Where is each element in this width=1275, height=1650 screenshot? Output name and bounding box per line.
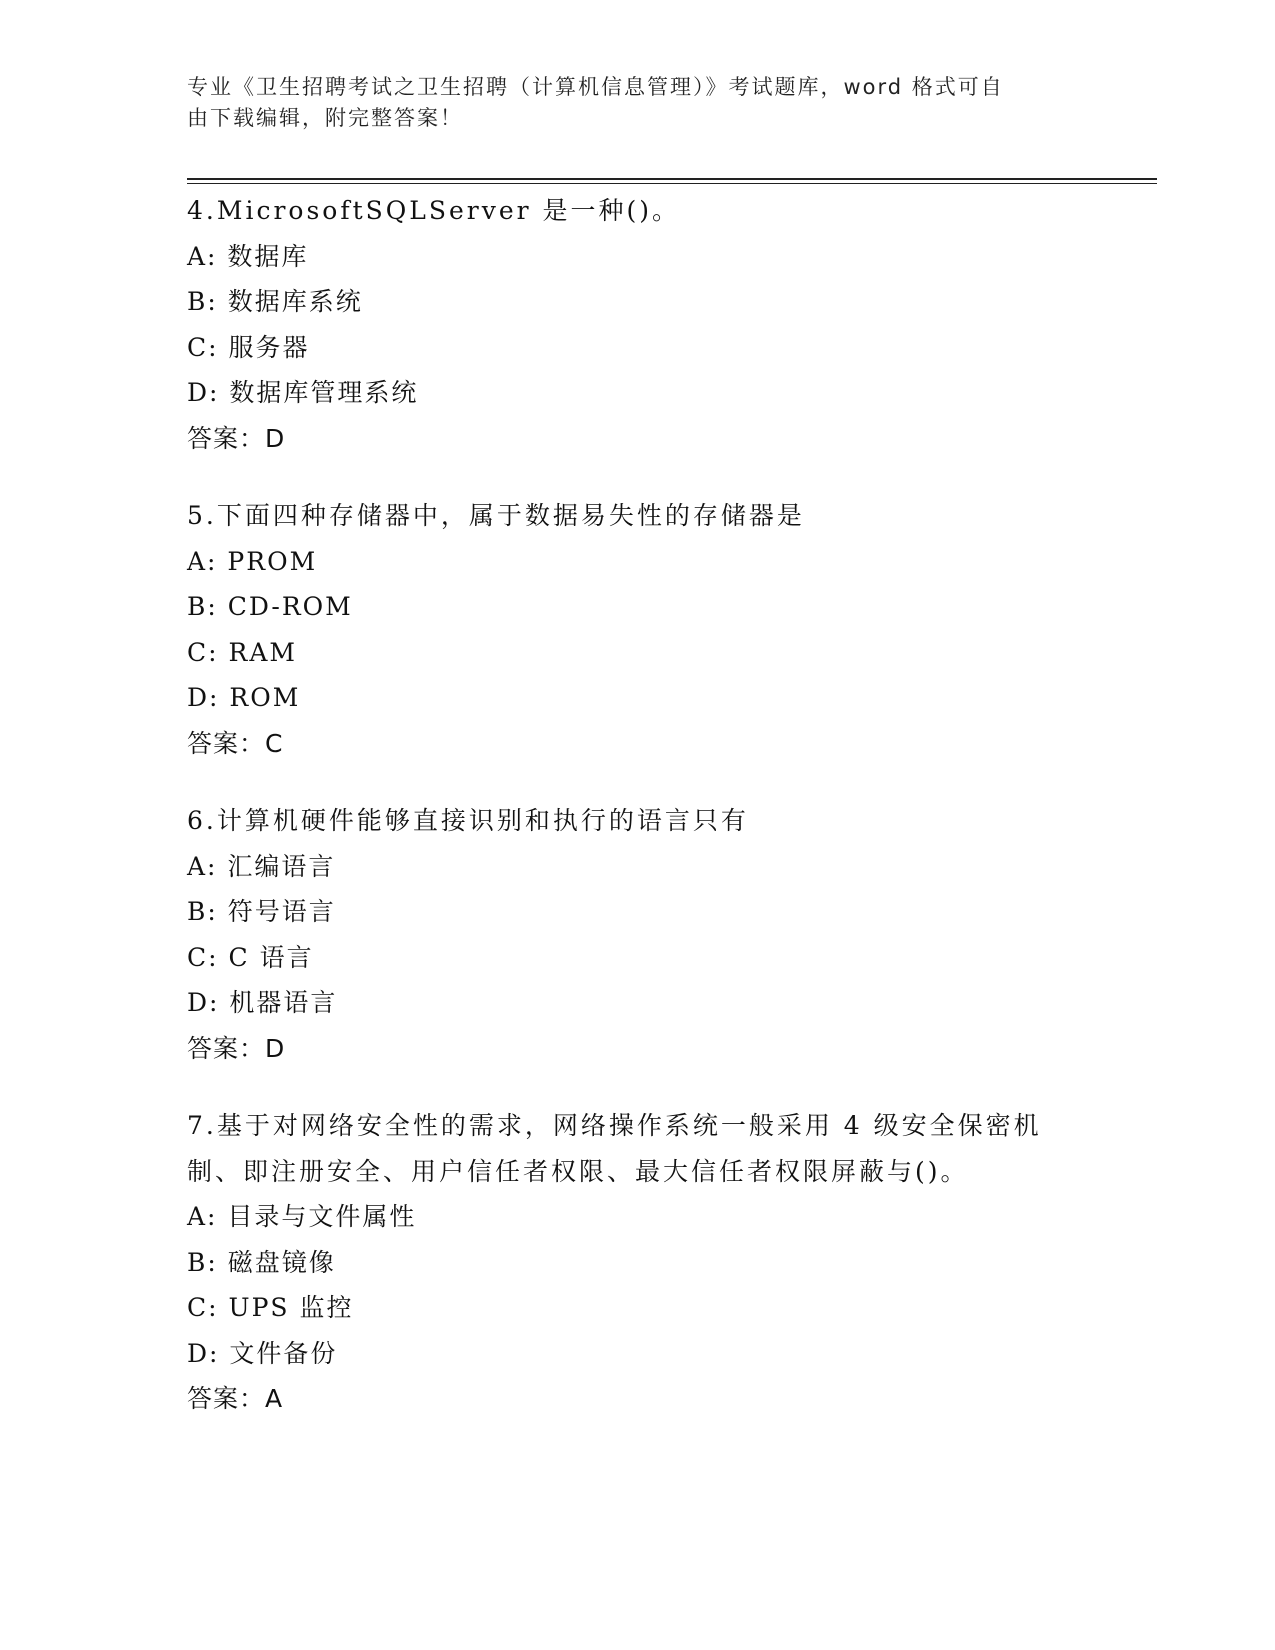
question-5 bbox=[187, 493, 1087, 766]
answer-label: 答案：D bbox=[187, 1033, 286, 1063]
question-stem-line-2: 制、即注册安全、用户信任者权限、最大信任者权限屏蔽与()。 bbox=[187, 1156, 969, 1186]
option-b: B: 符号语言 bbox=[187, 897, 336, 926]
option-d: D: ROM bbox=[187, 683, 301, 712]
question-7 bbox=[187, 1103, 1087, 1422]
option-b: B: 磁盘镜像 bbox=[187, 1247, 336, 1277]
answer-label: 答案：D bbox=[187, 423, 286, 453]
header-divider-thin bbox=[187, 183, 1157, 184]
option-d: D: 数据库管理系统 bbox=[187, 378, 419, 407]
question-stem: 6.计算机硬件能够直接识别和执行的语言只有 bbox=[187, 806, 749, 835]
option-a: A: 数据库 bbox=[187, 241, 309, 271]
option-d: D: 机器语言 bbox=[187, 988, 338, 1017]
option-d: D: 文件备份 bbox=[187, 1338, 338, 1368]
answer-label: 答案：A bbox=[187, 1384, 284, 1413]
option-c: C: RAM bbox=[187, 637, 297, 667]
option-b: B: CD-ROM bbox=[187, 592, 353, 621]
header-line-1: 专业《卫生招聘考试之卫生招聘（计算机信息管理）》考试题库，word 格式可自 bbox=[187, 75, 1004, 99]
option-c: C: 服务器 bbox=[187, 332, 310, 362]
document-header bbox=[187, 72, 1067, 134]
option-a: A: 目录与文件属性 bbox=[187, 1202, 417, 1231]
option-b: B: 数据库系统 bbox=[187, 287, 363, 316]
question-list bbox=[187, 188, 1087, 1454]
option-c: C: UPS 监控 bbox=[187, 1293, 354, 1322]
answer-label: 答案：C bbox=[187, 728, 284, 758]
question-stem: 4.MicrosoftSQLServer 是一种()。 bbox=[187, 196, 681, 225]
question-6 bbox=[187, 798, 1087, 1071]
option-a: A: 汇编语言 bbox=[187, 851, 336, 881]
option-c: C: C 语言 bbox=[187, 942, 314, 972]
question-4 bbox=[187, 188, 1087, 461]
header-line-2: 由下载编辑，附完整答案！ bbox=[187, 106, 463, 130]
question-stem-line-1: 7.基于对网络安全性的需求，网络操作系统一般采用 4 级安全保密机 bbox=[187, 1111, 1042, 1140]
option-a: A: PROM bbox=[187, 546, 318, 576]
header-divider-thick bbox=[187, 178, 1157, 180]
question-stem: 5.下面四种存储器中，属于数据易失性的存储器是 bbox=[187, 501, 805, 530]
